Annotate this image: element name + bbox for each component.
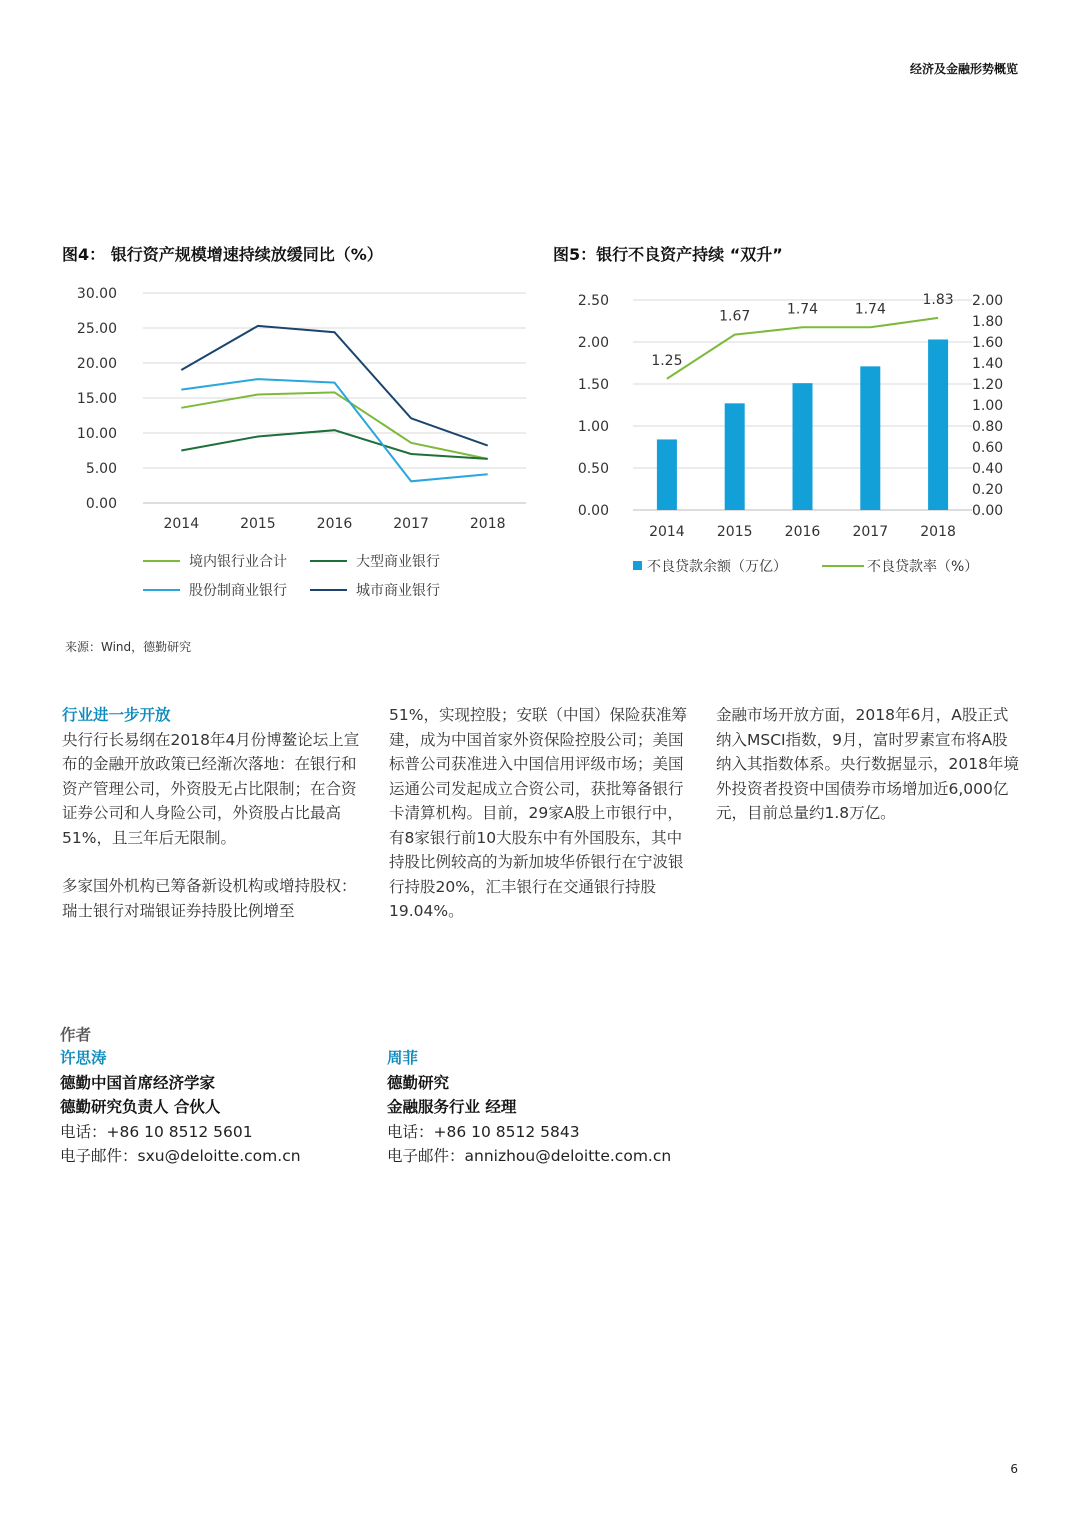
y-tick-label: 30.00 — [76, 286, 117, 302]
figure5-chart — [560, 280, 1030, 590]
data-label: 1.74 — [854, 301, 886, 318]
x-tick-label: 2016 — [316, 516, 353, 532]
legend-swatch — [633, 561, 642, 570]
legend-label: 股份制商业银行 — [189, 583, 287, 599]
right-axis-tick-label: 1.80 — [972, 314, 1004, 330]
figure5-title: 图5：银行不良资产持续 “双升” — [553, 245, 783, 264]
y-tick-label: 10.00 — [76, 426, 117, 442]
right-axis-tick-label: 1.60 — [972, 335, 1004, 351]
paragraph: 51%，实现控股；安联（中国）保险获准筹建，成为中国首家外资保险控股公司；美国标普公司获准进入中国信用评级市场；美国运通公司发起成立合资公司，获批筹备银行卡清算机构。目前，29家A股上市银行中，有8家银行前10大股东中有外国股东，其中持股比例较高的为新加坡华侨银行在宁波银行持股20%，汇丰银行在交通银行持股19.04%。 — [389, 706, 687, 920]
x-tick-label: 2014 — [163, 516, 200, 532]
author-name: 周菲 — [387, 1049, 419, 1067]
x-tick-label: 2016 — [784, 524, 821, 540]
legend-label: 城市商业银行 — [356, 583, 440, 599]
x-tick-label: 2017 — [393, 516, 429, 532]
article-column-3 — [716, 703, 1021, 826]
x-tick-label: 2018 — [920, 524, 956, 540]
author-title: 金融服务行业 经理 — [387, 1098, 517, 1116]
left-axis-tick-label: 0.00 — [577, 503, 609, 519]
left-axis-tick-label: 2.50 — [577, 293, 609, 309]
right-axis-tick-label: 1.20 — [972, 377, 1004, 393]
section-heading: 行业进一步开放 — [62, 706, 171, 724]
author-card — [60, 1046, 301, 1169]
author-phone: 电话：+86 10 8512 5843 — [387, 1122, 580, 1141]
bar — [657, 439, 677, 510]
author-title: 德勤中国首席经济学家 — [60, 1073, 216, 1092]
bar — [793, 383, 813, 510]
right-axis-tick-label: 0.40 — [972, 461, 1004, 477]
right-axis-tick-label: 0.20 — [972, 482, 1004, 498]
y-tick-label: 25.00 — [76, 321, 117, 337]
paragraph: 央行行长易纲在2018年4月份博鳌论坛上宣布的金融开放政策已经渐次落地：在银行和资产管理公司，外资股无占比限制；在合资证券公司和人身险公司，外资股占比最高51%，且三年后无限制。 — [62, 730, 360, 847]
series-line — [181, 430, 487, 459]
figure4-title: 图4： 银行资产规模增速持续放缓同比（%） — [62, 245, 383, 264]
x-tick-label: 2014 — [649, 524, 685, 540]
article-column-1 — [62, 703, 367, 923]
x-tick-label: 2017 — [852, 524, 889, 540]
right-axis-tick-label: 1.00 — [972, 398, 1004, 414]
data-label: 1.83 — [922, 291, 954, 308]
series-line — [667, 318, 938, 379]
author-email: 电子邮件：sxu@deloitte.com.cn — [60, 1147, 301, 1165]
source-note: 来源：Wind，德勤研究 — [65, 640, 192, 654]
data-label: 1.25 — [651, 352, 683, 369]
right-axis-tick-label: 0.00 — [972, 503, 1004, 519]
running-header: 经济及金融形势概览 — [909, 62, 1018, 76]
legend-label: 不良贷款余额（万亿） — [647, 559, 787, 575]
x-tick-label: 2015 — [240, 516, 276, 532]
left-axis-tick-label: 2.00 — [577, 335, 609, 351]
bar — [725, 403, 745, 510]
y-tick-label: 0.00 — [85, 496, 117, 512]
author-title: 德勤研究负责人 合伙人 — [60, 1098, 221, 1116]
y-tick-label: 15.00 — [76, 391, 117, 407]
author-card — [387, 1046, 671, 1169]
bar — [860, 366, 880, 510]
legend-label: 不良贷款率（%） — [867, 559, 979, 575]
data-label: 1.74 — [786, 301, 819, 318]
author-name: 许思涛 — [60, 1049, 107, 1067]
data-label: 1.67 — [719, 308, 751, 325]
legend-label: 境内银行业合计 — [189, 554, 287, 570]
article-column-2 — [389, 703, 694, 924]
right-axis-tick-label: 0.60 — [972, 440, 1004, 456]
paragraph: 多家国外机构已筹备新设机构或增持股权：瑞士银行对瑞银证券持股比例增至 — [62, 877, 357, 920]
right-axis-tick-label: 0.80 — [972, 419, 1004, 435]
y-tick-label: 20.00 — [76, 356, 117, 372]
right-axis-tick-label: 2.00 — [972, 293, 1004, 309]
x-tick-label: 2018 — [469, 516, 506, 532]
authors-label: 作者 — [60, 1026, 92, 1044]
series-line — [181, 392, 487, 459]
author-title: 德勤研究 — [387, 1073, 450, 1092]
page-number: 6 — [1010, 1462, 1018, 1476]
left-axis-tick-label: 1.50 — [577, 377, 609, 393]
author-phone: 电话：+86 10 8512 5601 — [60, 1122, 253, 1141]
y-tick-label: 5.00 — [85, 461, 117, 477]
left-axis-tick-label: 0.50 — [577, 461, 609, 477]
figure4-chart — [60, 280, 530, 610]
author-email: 电子邮件：annizhou@deloitte.com.cn — [387, 1147, 672, 1165]
legend-label: 大型商业银行 — [356, 554, 440, 570]
right-axis-tick-label: 1.40 — [972, 356, 1004, 372]
bar — [928, 339, 948, 510]
paragraph: 金融市场开放方面，2018年6月，A股正式纳入MSCI指数，9月，富时罗素宣布将A股纳入其指数体系。央行数据显示，2018年境外投资者投资中国债券市场增加近6,000亿元，目前总量约1.8万亿。 — [716, 706, 1019, 822]
series-line — [181, 326, 487, 446]
left-axis-tick-label: 1.00 — [577, 419, 609, 435]
x-tick-label: 2015 — [716, 524, 753, 540]
